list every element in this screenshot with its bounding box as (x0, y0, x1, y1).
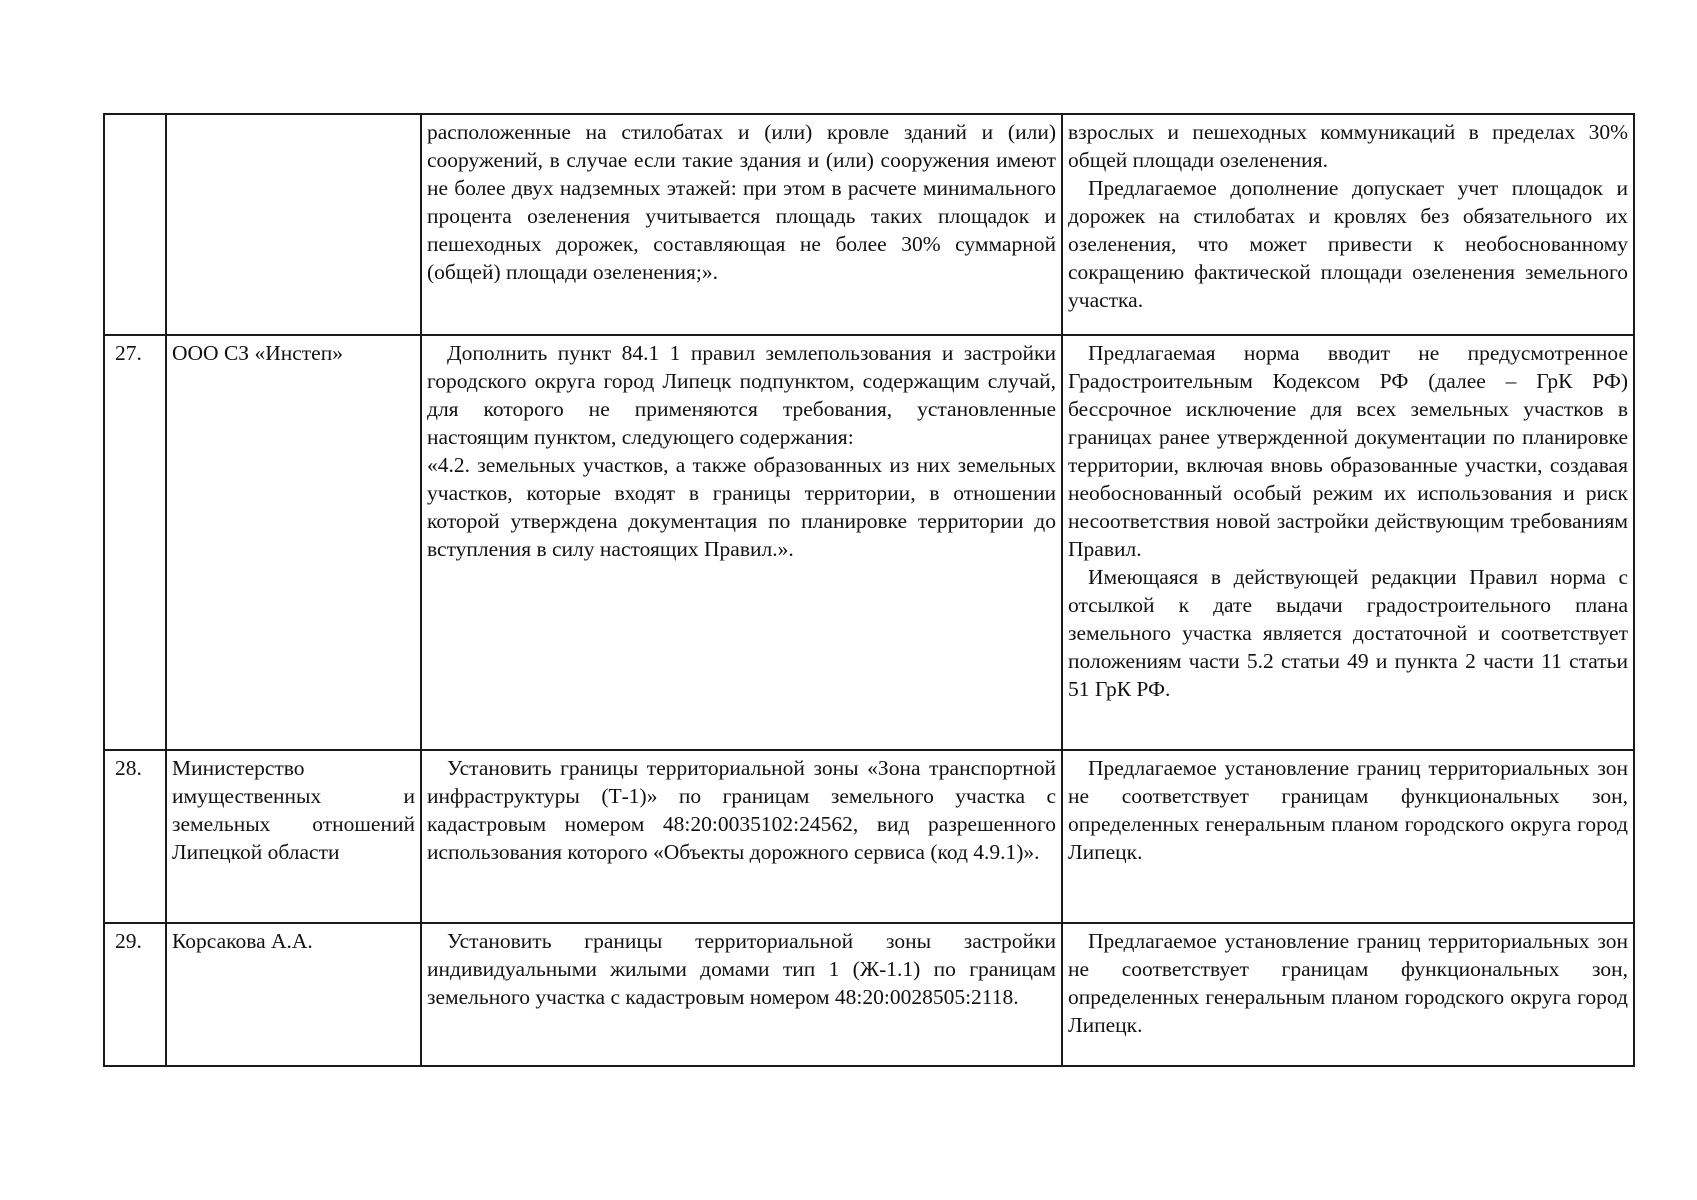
row-number-cell (104, 114, 166, 335)
applicant-cell: Министерство имущественных и земельных отношений Липецкой области (166, 750, 421, 923)
reason-cell (1062, 335, 1634, 750)
reason-text: Предлагаемое дополнение допускает учет площадок и дорожек на стилобатах и кровлях без обязательного их озеленения, что может привести к необоснованному сокращению фактической площади озеленения земельного участка. (1068, 176, 1628, 312)
proposal-cell (421, 114, 1062, 335)
reason-text: Предлагаемое установление границ территориальных зон не соответствует границам функциональных зон, определенных генеральным планом городского округа город Липецк. (1068, 756, 1628, 864)
table-row (104, 335, 1634, 750)
table-row (104, 114, 1634, 335)
reason-text: взрослых и пешеходных коммуникаций в пределах 30% общей площади озеленения. (1068, 120, 1628, 172)
reason-text: Предлагаемая норма вводит не предусмотренное Градостроительным Кодексом РФ (далее – ГрК РФ) бессрочное исключение для всех земельных участков в границах ранее утвержденной документации по планировке территории, включая вновь образованные участки, создавая необоснованный особый режим их использования и риск несоответствия новой застройки действующим требованиям Правил. (1068, 341, 1628, 561)
proposal-cell (421, 923, 1062, 1066)
proposal-cell (421, 750, 1062, 923)
proposal-text: «4.2. земельных участков, а также образованных из них земельных участков, которые входят в границы территории, в отношении которой утверждена документация по планировке территории до вступления в силу настоящих Правил.». (427, 453, 1056, 561)
reason-cell (1062, 923, 1634, 1066)
row-number-cell: 27. (104, 335, 166, 750)
reason-text: Предлагаемое установление границ территориальных зон не соответствует границам функциональных зон, определенных генеральным планом городского округа город Липецк. (1068, 929, 1628, 1037)
proposal-text: расположенные на стилобатах и (или) кровле зданий и (или) сооружений, в случае если такие здания и (или) сооружения имеют не более двух надземных этажей: при этом в расчете минимального процента озеленения учитывается площадь таких площадок и пешеходных дорожек, составляющая не более 30% суммарной (общей) площади озеленения;». (427, 120, 1056, 284)
proposal-text: Дополнить пункт 84.1 1 правил землепользования и застройки городского округа город Липецк подпунктом, содержащим случай, для которого не применяются требования, установленные настоящим пунктом, следующего содержания: (427, 341, 1056, 449)
proposals-table (103, 113, 1635, 1067)
reason-text: Имеющаяся в действующей редакции Правил норма с отсылкой к дате выдачи градостроительного плана земельного участка является достаточной и соответствует положениям части 5.2 статьи 49 и пункта 2 части 11 статьи 51 ГрК РФ. (1068, 565, 1628, 701)
applicant-cell (166, 114, 421, 335)
table-row (104, 750, 1634, 923)
table-row (104, 923, 1634, 1066)
document-page (103, 113, 1633, 1067)
reason-cell (1062, 114, 1634, 335)
reason-cell (1062, 750, 1634, 923)
row-number-cell: 29. (104, 923, 166, 1066)
proposal-text: Установить границы территориальной зоны «Зона транспортной инфраструктуры (Т-1)» по границам земельного участка с кадастровым номером 48:20:0035102:24562, вид разрешенного использования которого «Объекты дорожного сервиса (код 4.9.1)». (427, 756, 1056, 864)
proposal-cell (421, 335, 1062, 750)
applicant-cell: Корсакова А.А. (166, 923, 421, 1066)
applicant-cell: ООО СЗ «Инстеп» (166, 335, 421, 750)
row-number-cell: 28. (104, 750, 166, 923)
proposal-text: Установить границы территориальной зоны застройки индивидуальными жилыми домами тип 1 (Ж-1.1) по границам земельного участка с кадастровым номером 48:20:0028505:2118. (427, 929, 1056, 1009)
